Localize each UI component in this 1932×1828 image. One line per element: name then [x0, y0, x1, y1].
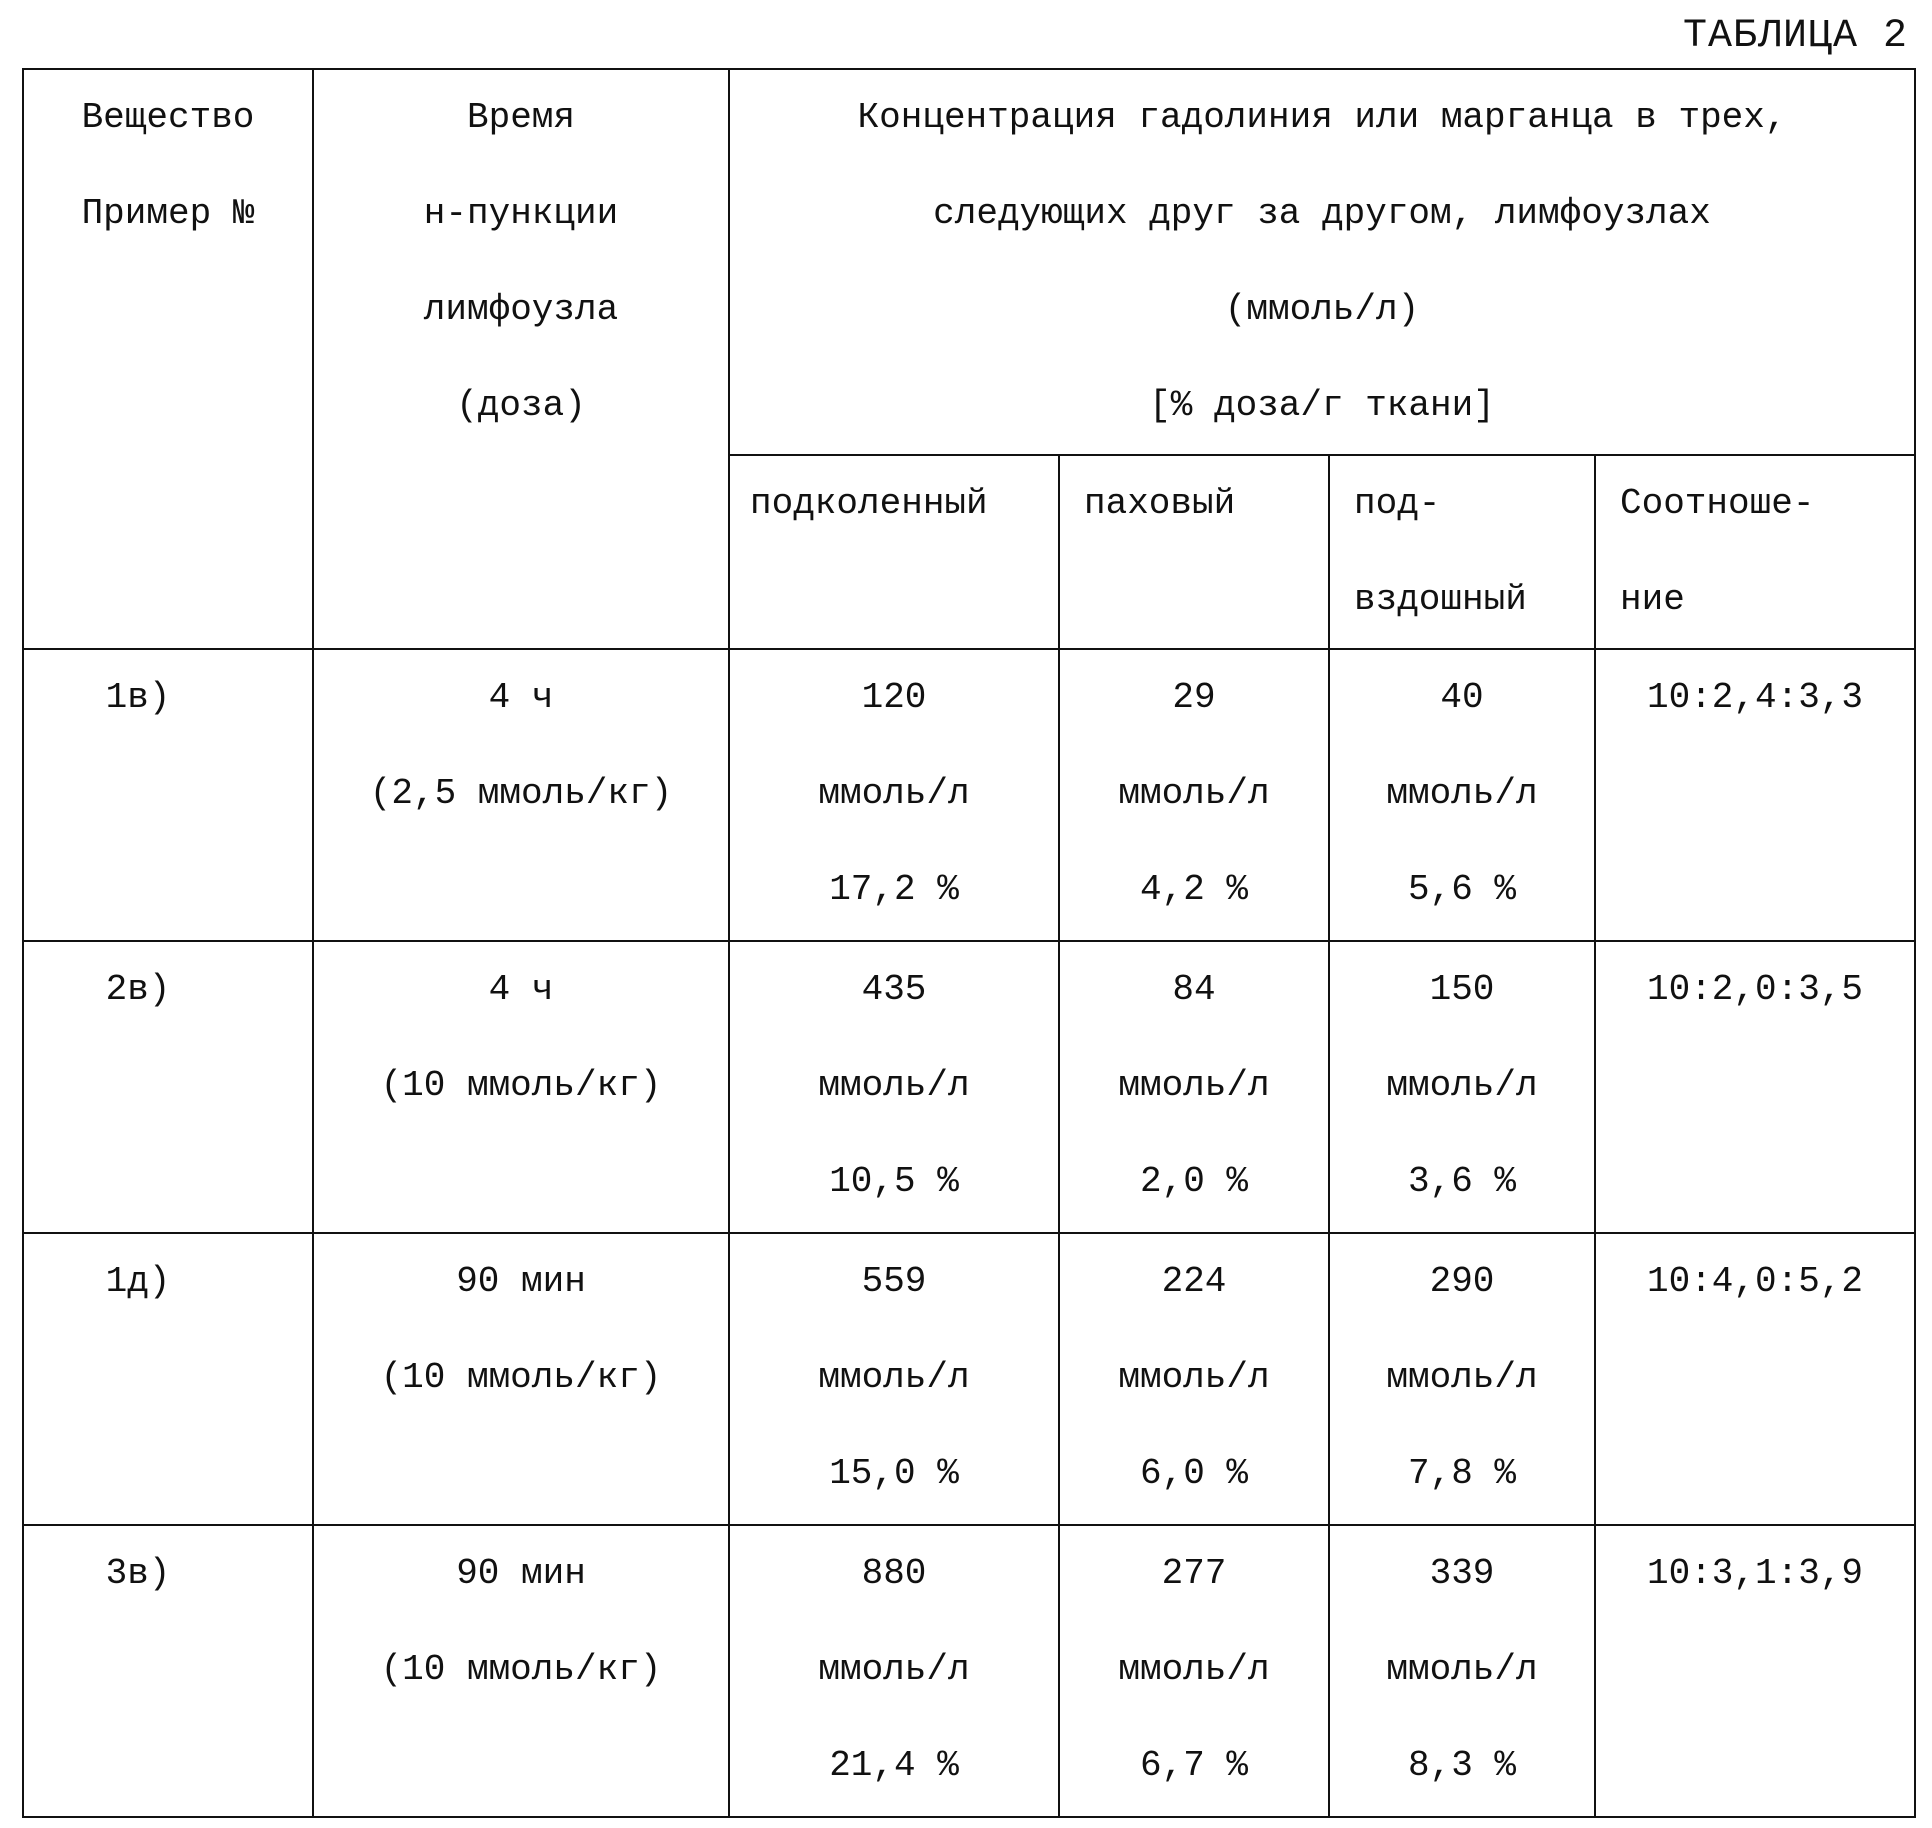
- header-concentration-line: (ммоль/л): [1224, 289, 1420, 330]
- ratio-value: 10:2,4:3,3: [1646, 677, 1864, 718]
- inguinal-unit: ммоль/л: [1118, 1649, 1270, 1690]
- inguinal-unit: ммоль/л: [1118, 1065, 1270, 1106]
- time-value: 90 мин: [456, 1261, 586, 1302]
- header-concentration-line: следующих друг за другом, лимфоузлах: [933, 193, 1711, 234]
- cell-iliac: [1329, 1233, 1595, 1525]
- cell-example: [23, 1525, 313, 1817]
- popliteal-value: 559: [861, 1261, 927, 1302]
- cell-popliteal: [729, 1233, 1059, 1525]
- time-value: 4 ч: [488, 677, 554, 718]
- header-time: [313, 69, 729, 649]
- subheader-iliac: [1329, 455, 1595, 649]
- iliac-unit: ммоль/л: [1386, 773, 1538, 814]
- cell-example: [23, 1233, 313, 1525]
- popliteal-pct: 15,0 %: [829, 1453, 959, 1494]
- cell-inguinal: [1059, 1525, 1329, 1817]
- header-row: [23, 69, 1915, 455]
- time-value: 90 мин: [456, 1553, 586, 1594]
- iliac-value: 150: [1429, 969, 1495, 1010]
- popliteal-unit: ммоль/л: [818, 773, 970, 814]
- cell-iliac: [1329, 941, 1595, 1233]
- iliac-unit: ммоль/л: [1386, 1065, 1538, 1106]
- subheader-ratio-line: Соотноше-: [1620, 483, 1815, 524]
- ratio-value: 10:4,0:5,2: [1646, 1261, 1864, 1302]
- cell-iliac: [1329, 1525, 1595, 1817]
- ratio-value: 10:3,1:3,9: [1646, 1553, 1864, 1594]
- inguinal-value: 277: [1161, 1553, 1227, 1594]
- table-row: [23, 1525, 1915, 1817]
- inguinal-value: 224: [1161, 1261, 1227, 1302]
- iliac-pct: 3,6 %: [1407, 1161, 1517, 1202]
- data-table: [22, 68, 1916, 1818]
- popliteal-value: 435: [861, 969, 927, 1010]
- subheader-inguinal-label: паховый: [1084, 483, 1236, 524]
- popliteal-pct: 10,5 %: [829, 1161, 959, 1202]
- inguinal-unit: ммоль/л: [1118, 773, 1270, 814]
- popliteal-pct: 21,4 %: [829, 1745, 959, 1786]
- inguinal-value: 29: [1172, 677, 1216, 718]
- dose-value: (10 ммоль/кг): [380, 1357, 662, 1398]
- iliac-unit: ммоль/л: [1386, 1357, 1538, 1398]
- cell-inguinal: [1059, 941, 1329, 1233]
- popliteal-value: 880: [861, 1553, 927, 1594]
- cell-time: [313, 1233, 729, 1525]
- iliac-pct: 5,6 %: [1407, 869, 1517, 910]
- cell-iliac: [1329, 649, 1595, 941]
- cell-ratio: [1595, 1233, 1915, 1525]
- header-concentration-line: Концентрация гадолиния или марганца в трех,: [857, 97, 1787, 138]
- example-label: 1д): [105, 1261, 171, 1302]
- cell-inguinal: [1059, 1233, 1329, 1525]
- header-substance: [23, 69, 313, 649]
- cell-ratio: [1595, 649, 1915, 941]
- inguinal-pct: 6,7 %: [1139, 1745, 1249, 1786]
- cell-example: [23, 941, 313, 1233]
- header-substance-line: Вещество: [81, 97, 255, 138]
- cell-ratio: [1595, 1525, 1915, 1817]
- inguinal-pct: 2,0 %: [1139, 1161, 1249, 1202]
- header-substance-line: Пример №: [81, 193, 255, 234]
- cell-time: [313, 649, 729, 941]
- time-value: 4 ч: [488, 969, 554, 1010]
- subheader-ratio: [1595, 455, 1915, 649]
- header-time-line: Время: [466, 97, 576, 138]
- iliac-unit: ммоль/л: [1386, 1649, 1538, 1690]
- popliteal-unit: ммоль/л: [818, 1649, 970, 1690]
- iliac-pct: 7,8 %: [1407, 1453, 1517, 1494]
- dose-value: (2,5 ммоль/кг): [369, 773, 673, 814]
- cell-inguinal: [1059, 649, 1329, 941]
- popliteal-pct: 17,2 %: [829, 869, 959, 910]
- table-row: [23, 941, 1915, 1233]
- table-caption: ТАБЛИЦА 2: [1682, 14, 1908, 59]
- iliac-pct: 8,3 %: [1407, 1745, 1517, 1786]
- header-time-line: (доза): [456, 385, 586, 426]
- subheader-popliteal: [729, 455, 1059, 649]
- iliac-value: 40: [1440, 677, 1484, 718]
- dose-value: (10 ммоль/кг): [380, 1065, 662, 1106]
- popliteal-unit: ммоль/л: [818, 1357, 970, 1398]
- subheader-iliac-line: вздошный: [1354, 579, 1527, 620]
- header-time-line: н-пункции: [423, 193, 619, 234]
- cell-example: [23, 649, 313, 941]
- header-concentration: [729, 69, 1915, 455]
- example-label: 2в): [105, 969, 171, 1010]
- cell-time: [313, 1525, 729, 1817]
- ratio-value: 10:2,0:3,5: [1646, 969, 1864, 1010]
- inguinal-value: 84: [1172, 969, 1216, 1010]
- iliac-value: 290: [1429, 1261, 1495, 1302]
- subheader-inguinal: [1059, 455, 1329, 649]
- cell-popliteal: [729, 649, 1059, 941]
- popliteal-unit: ммоль/л: [818, 1065, 970, 1106]
- example-label: 1в): [105, 677, 171, 718]
- subheader-popliteal-label: подколенный: [750, 483, 988, 524]
- iliac-value: 339: [1429, 1553, 1495, 1594]
- example-label: 3в): [105, 1553, 171, 1594]
- cell-popliteal: [729, 1525, 1059, 1817]
- cell-popliteal: [729, 941, 1059, 1233]
- table-row: [23, 1233, 1915, 1525]
- header-time-line: лимфоузла: [423, 289, 619, 330]
- inguinal-unit: ммоль/л: [1118, 1357, 1270, 1398]
- table-row: [23, 649, 1915, 941]
- inguinal-pct: 6,0 %: [1139, 1453, 1249, 1494]
- inguinal-pct: 4,2 %: [1139, 869, 1249, 910]
- cell-time: [313, 941, 729, 1233]
- cell-ratio: [1595, 941, 1915, 1233]
- header-concentration-line: [% доза/г ткани]: [1149, 385, 1495, 426]
- dose-value: (10 ммоль/кг): [380, 1649, 662, 1690]
- subheader-ratio-line: ние: [1620, 579, 1685, 620]
- popliteal-value: 120: [861, 677, 927, 718]
- subheader-iliac-line: под-: [1354, 483, 1441, 524]
